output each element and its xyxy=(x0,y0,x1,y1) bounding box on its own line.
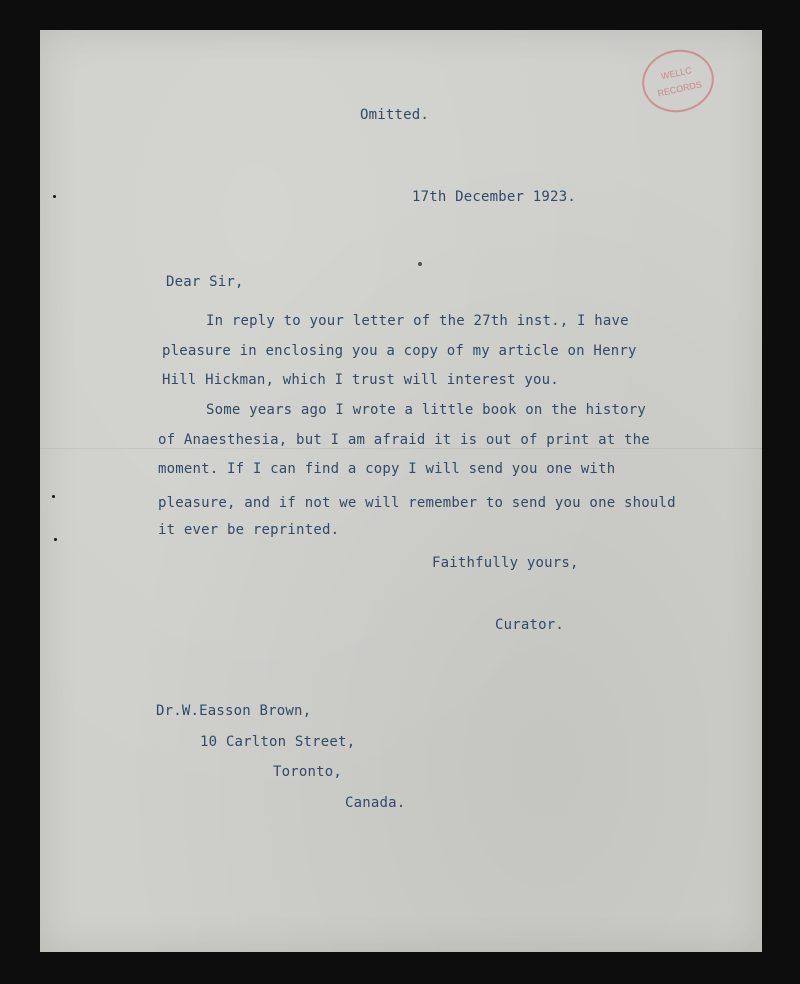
recipient-city: Toronto, xyxy=(273,764,343,780)
body-line: pleasure, and if not we will remember to send you one should xyxy=(158,495,676,511)
body-line: pleasure in enclosing you a copy of my article on Henry xyxy=(162,343,637,359)
svg-text:WELLC: WELLC xyxy=(660,65,693,82)
svg-text:RECORDS: RECORDS xyxy=(656,79,703,99)
recipient-name: Dr.W.Easson Brown, xyxy=(156,703,312,719)
body-line: of Anaesthesia, but I am afraid it is out of print at the xyxy=(158,432,650,448)
paper-speck xyxy=(52,495,55,498)
closing: Faithfully yours, xyxy=(432,555,579,571)
letter-date: 17th December 1923. xyxy=(412,189,576,205)
body-line: it ever be reprinted. xyxy=(158,522,340,538)
body-line: moment. If I can find a copy I will send you one with xyxy=(158,461,616,477)
signature-title: Curator. xyxy=(495,617,565,633)
body-line: In reply to your letter of the 27th inst., I have xyxy=(206,313,629,329)
recipient-country: Canada. xyxy=(345,795,406,811)
paper-speck xyxy=(53,195,56,198)
paper-sheet xyxy=(40,30,762,952)
salutation: Dear Sir, xyxy=(166,274,244,290)
recipient-street: 10 Carlton Street, xyxy=(200,734,356,750)
paper-speck xyxy=(54,538,57,541)
archive-stamp xyxy=(636,43,719,119)
fold-crease xyxy=(40,448,762,449)
body-line: Some years ago I wrote a little book on the history xyxy=(206,402,647,418)
omitted-note: Omitted. xyxy=(360,107,430,123)
body-line: Hill Hickman, which I trust will interest you. xyxy=(162,372,559,388)
paper-speck xyxy=(418,262,422,266)
